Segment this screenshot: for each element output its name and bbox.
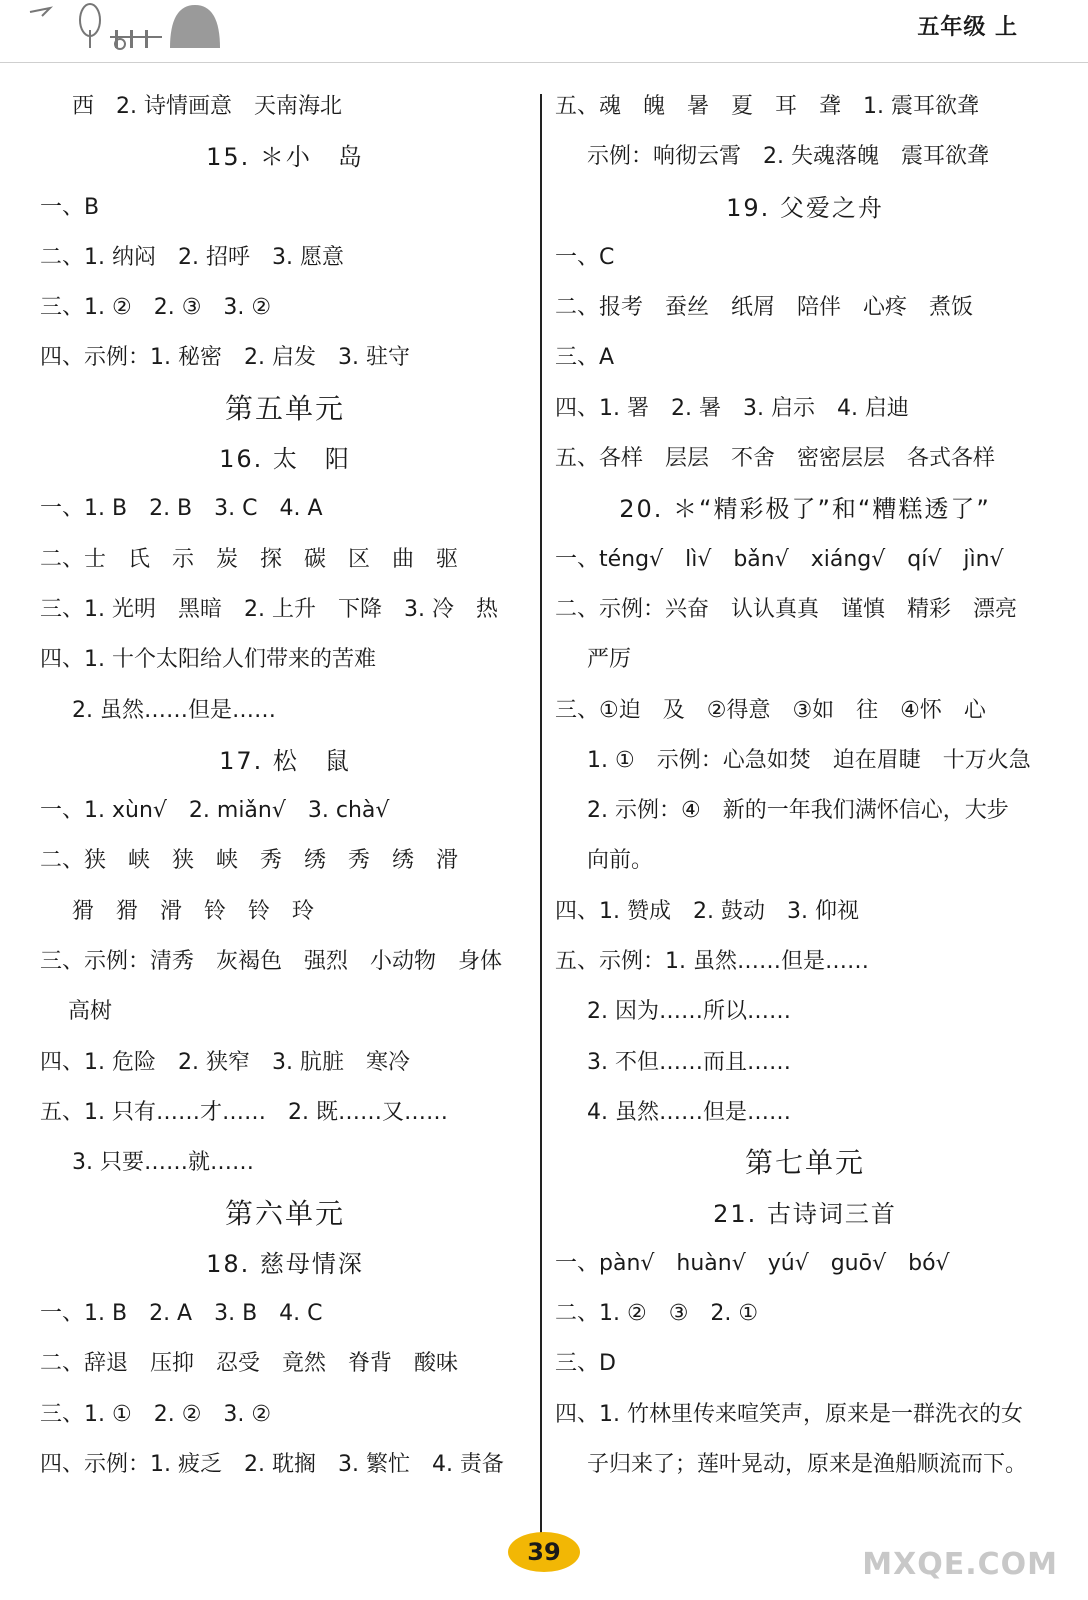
answer-line: 二、1. ② ③ 2. ① [555, 1301, 759, 1327]
lesson-heading: 21. 古诗词三首 [713, 1199, 897, 1228]
answer-line: 示例：响彻云霄 2. 失魂落魄 震耳欲聋 [587, 144, 989, 170]
answer-line: 二、狭 峡 狭 峡 秀 绣 秀 绣 滑 [40, 848, 459, 874]
answer-line: 2. 示例：④ 新的一年我们满怀信心，大步 [587, 798, 1009, 824]
answer-line: 一、1. xùn√ 2. miǎn√ 3. chà√ [40, 798, 390, 824]
page-number: 39 [508, 1532, 580, 1572]
lesson-heading: 17. 松 鼠 [219, 746, 351, 775]
answer-line: 3. 不但……而且…… [587, 1049, 791, 1075]
answer-line: 四、示例：1. 秘密 2. 启发 3. 驻守 [40, 345, 410, 371]
answer-line: 四、1. 竹林里传来喧笑声，原来是一群洗衣的女 [555, 1401, 1023, 1427]
answer-line: 三、A [555, 345, 615, 371]
answer-line: 一、pàn√ huàn√ yú√ guō√ bó√ [555, 1250, 950, 1276]
answer-line: 1. ① 示例：心急如焚 迫在眉睫 十万火急 [587, 747, 1031, 773]
column-divider [540, 94, 542, 1534]
page-header [0, 0, 1088, 63]
answer-line: 四、1. 署 2. 暑 3. 启示 4. 启迪 [555, 395, 909, 421]
right-column [555, 82, 1055, 1490]
answer-line: 二、士 氏 示 炭 探 碳 区 曲 驱 [40, 546, 459, 572]
answer-line: 三、1. ② 2. ③ 3. ② [40, 295, 272, 321]
answer-line: 二、辞退 压抑 忍受 竟然 脊背 酸味 [40, 1351, 459, 1377]
answer-line: 一、C [555, 244, 615, 270]
answer-line: 二、报考 蚕丝 纸屑 陪伴 心疼 煮饭 [555, 295, 974, 321]
answer-line: 一、1. B 2. A 3. B 4. C [40, 1301, 323, 1327]
lesson-heading: 15. ＊小 岛 [206, 143, 364, 172]
lesson-heading: 18. 慈母情深 [206, 1249, 364, 1278]
unit-heading: 第五单元 [224, 391, 345, 425]
lesson-heading: 16. 太 阳 [219, 445, 351, 474]
answer-line: 二、示例：兴奋 认认真真 谨慎 精彩 漂亮 [555, 596, 1018, 622]
answer-line: 2. 虽然……但是…… [72, 697, 276, 723]
answer-line: 三、1. ① 2. ② 3. ② [40, 1401, 272, 1427]
answer-line: 严厉 [587, 647, 632, 673]
answer-line: 三、1. 光明 黑暗 2. 上升 下降 3. 冷 热 [40, 596, 498, 622]
tree-fence-illustration [20, 0, 220, 60]
unit-heading: 第七单元 [744, 1146, 865, 1180]
answer-line: 五、各样 层层 不舍 密密层层 各式各样 [555, 446, 996, 472]
lesson-heading: 20. ＊“精彩极了”和“糟糕透了” [619, 495, 991, 524]
answer-line: 猾 猾 滑 铃 铃 玲 [72, 898, 315, 924]
watermark: MXQE.COM [862, 1547, 1058, 1582]
answer-line: 五、示例：1. 虽然……但是…… [555, 949, 869, 975]
answer-line: 一、téng√ lì√ bǎn√ xiáng√ qí√ jìn√ [555, 546, 1004, 572]
grade-label: 五年级 上 [917, 15, 1018, 40]
answer-line: 五、1. 只有……才…… 2. 既……又…… [40, 1099, 448, 1125]
answer-line: 三、D [555, 1351, 616, 1377]
answer-line: 四、1. 十个太阳给人们带来的苦难 [40, 647, 376, 673]
left-column [40, 82, 530, 1490]
unit-heading: 第六单元 [224, 1196, 345, 1230]
answer-line: 一、1. B 2. B 3. C 4. A [40, 496, 323, 522]
answer-line: 四、1. 赞成 2. 鼓动 3. 仰视 [555, 898, 859, 924]
answer-line: 西 2. 诗情画意 天南海北 [72, 94, 342, 119]
answer-line: 三、①迫 及 ②得意 ③如 往 ④怀 心 [555, 697, 986, 723]
answer-line: 四、1. 危险 2. 狭窄 3. 肮脏 寒冷 [40, 1049, 410, 1075]
answer-line: 2. 因为……所以…… [587, 999, 791, 1025]
answer-line: 四、示例：1. 疲乏 2. 耽搁 3. 繁忙 4. 责备 [40, 1452, 504, 1478]
answer-line: 高树 [68, 999, 113, 1025]
answer-line: 子归来了；莲叶晃动，原来是渔船顺流而下。 [587, 1452, 1028, 1478]
answer-line: 3. 只要……就…… [72, 1150, 254, 1176]
answer-line: 4. 虽然……但是…… [587, 1099, 791, 1125]
lesson-heading: 19. 父爱之舟 [726, 193, 884, 222]
answer-line: 二、1. 纳闷 2. 招呼 3. 愿意 [40, 244, 344, 270]
answer-line: 向前。 [587, 848, 654, 874]
answer-line: 五、魂 魄 暑 夏 耳 聋 1. 震耳欲聋 [555, 94, 979, 119]
answer-line: 三、示例：清秀 灰褐色 强烈 小动物 身体 [40, 949, 503, 975]
answer-line: 一、B [40, 194, 100, 220]
